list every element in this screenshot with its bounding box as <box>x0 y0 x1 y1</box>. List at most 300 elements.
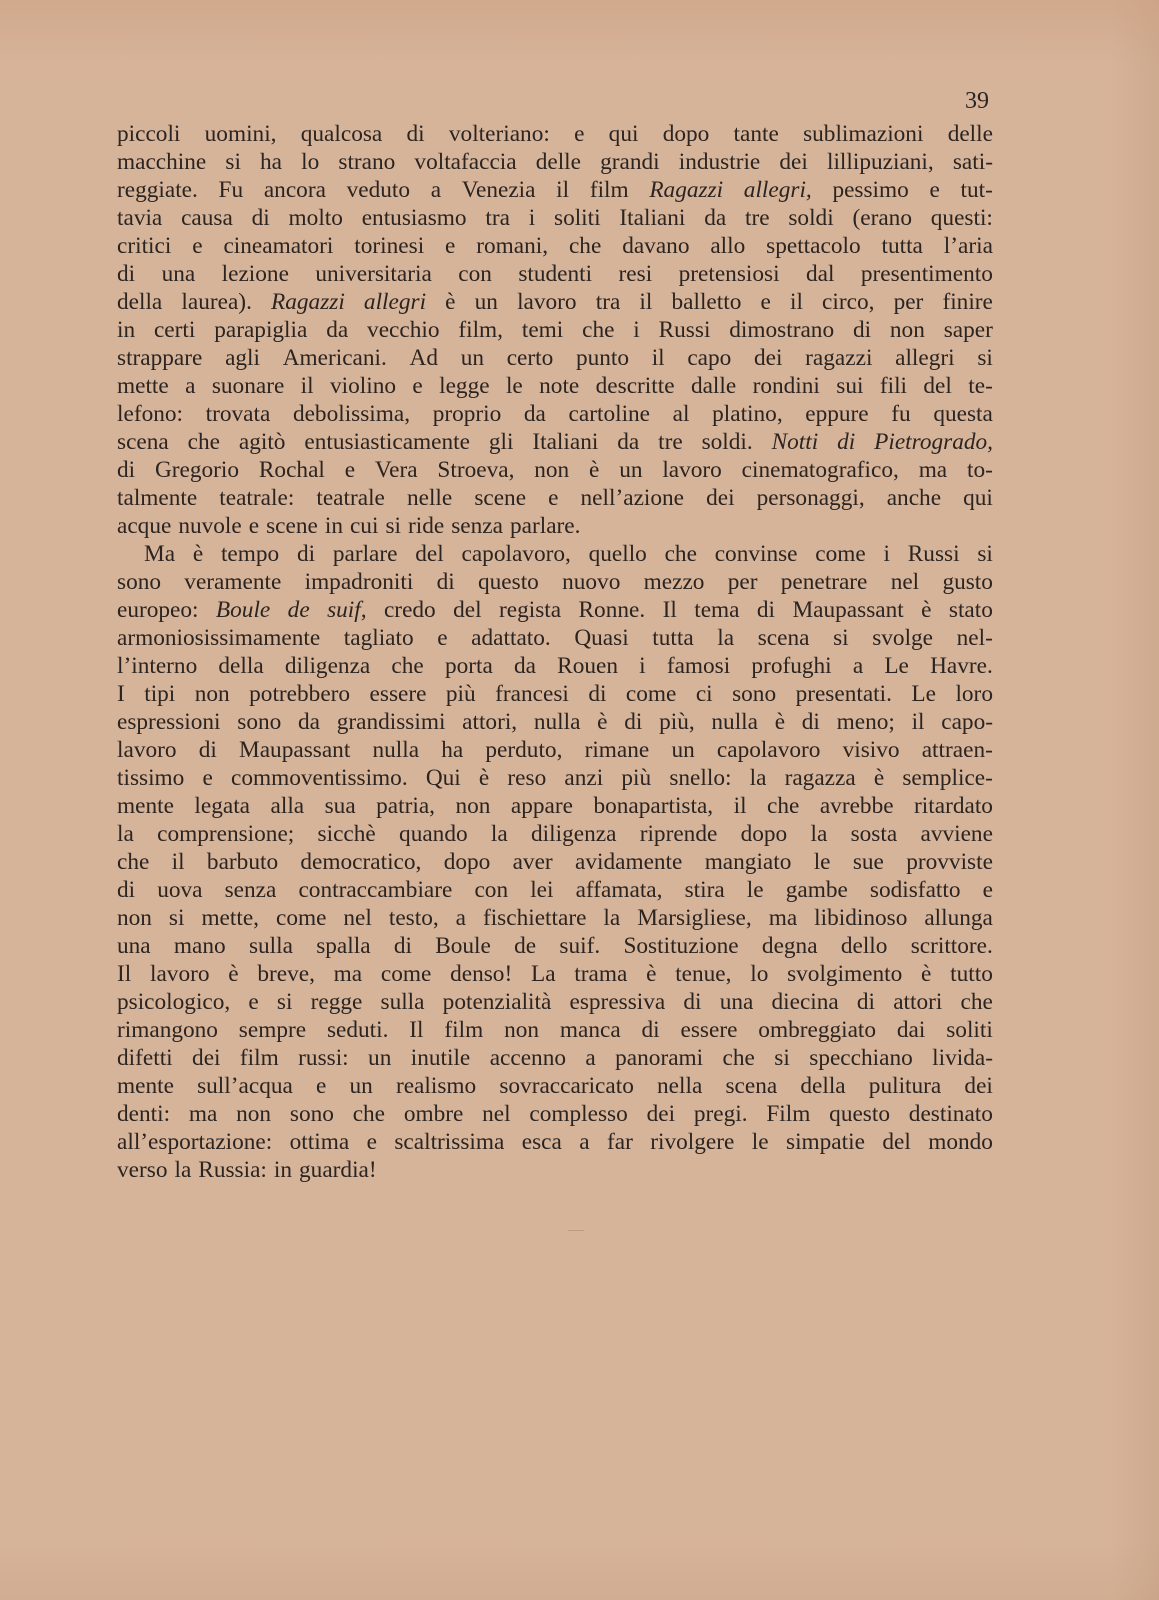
word: degna <box>761 933 818 959</box>
word: quello <box>588 541 647 567</box>
word: suonare <box>211 373 285 399</box>
word: che <box>352 1101 386 1127</box>
word: gusto <box>942 569 993 595</box>
word: di <box>117 261 136 287</box>
word: ma <box>188 1101 218 1127</box>
word: appare <box>510 793 573 819</box>
word: nel <box>890 569 920 595</box>
word: nulla <box>533 709 581 735</box>
word: visivo <box>842 737 900 763</box>
word: di <box>436 569 455 595</box>
word: le <box>746 877 764 903</box>
word: la <box>490 821 508 847</box>
text-line <box>117 624 993 652</box>
word: che <box>767 793 800 819</box>
word: spettacolo <box>766 233 861 259</box>
word: sempre <box>238 1017 307 1043</box>
word: snello: <box>669 765 732 791</box>
word: Fu <box>218 177 244 203</box>
word: che <box>664 541 697 567</box>
word: e <box>445 233 456 259</box>
word: le <box>751 1129 769 1155</box>
word: anzi <box>564 765 604 791</box>
word: con <box>474 877 509 903</box>
word: Venezia <box>461 177 536 203</box>
word: bonapartista, <box>593 793 714 819</box>
word: profughi <box>751 653 832 679</box>
word: strano <box>338 149 396 175</box>
word: acque <box>117 513 172 539</box>
word: macchine <box>117 149 207 175</box>
word: di <box>641 1017 660 1043</box>
word: grandi <box>600 149 660 175</box>
word: tutta <box>881 233 923 259</box>
word: lei <box>530 877 554 903</box>
word: avviene <box>920 821 993 847</box>
word: Ronne. <box>578 597 646 623</box>
word: avidamente <box>575 849 683 875</box>
word: di <box>393 933 412 959</box>
word: Il <box>662 597 677 623</box>
word: in <box>273 1157 293 1183</box>
word: sull’acqua <box>197 1073 293 1099</box>
word: punto <box>575 345 630 371</box>
word: dei <box>754 345 783 371</box>
word: commoventissimo. <box>230 765 408 791</box>
word: si <box>977 345 993 371</box>
word: più <box>621 765 652 791</box>
word: è <box>589 457 600 483</box>
word: si <box>276 989 293 1015</box>
word: e <box>316 1073 327 1099</box>
word: parlare. <box>509 513 581 539</box>
word: cinematografico, <box>741 457 899 483</box>
word: reso <box>507 765 547 791</box>
word: lavoro <box>662 457 722 483</box>
word: tre <box>658 429 683 455</box>
text-line <box>117 988 993 1016</box>
word: è <box>921 597 932 623</box>
word: allegri <box>895 345 955 371</box>
word: mente <box>117 793 174 819</box>
text-line <box>117 372 993 400</box>
word: note <box>539 373 580 399</box>
word: la <box>603 905 621 931</box>
word: pregi. <box>693 1101 748 1127</box>
word: di <box>801 709 820 735</box>
text-line <box>117 1072 993 1100</box>
word: scena <box>117 429 169 455</box>
word: to- <box>966 457 993 483</box>
text-line <box>117 344 993 372</box>
word: trovata <box>205 401 271 427</box>
word: questo <box>829 1101 890 1127</box>
word: lavoro <box>149 961 210 987</box>
word: teatrale <box>316 485 385 511</box>
word: Rouen <box>557 653 618 679</box>
word: che <box>117 849 150 875</box>
word: più <box>445 681 476 707</box>
word: Russi <box>907 541 960 567</box>
text-line <box>117 960 993 988</box>
word: capo <box>687 345 732 371</box>
word: non <box>889 317 925 343</box>
word: si <box>774 1045 790 1071</box>
text-line <box>117 288 993 316</box>
word: parlare <box>332 541 398 567</box>
word: sono <box>732 681 777 707</box>
word: meno; <box>836 709 895 735</box>
word: adattato. <box>471 625 551 651</box>
word: riprende <box>639 821 718 847</box>
word: diligenza <box>284 653 371 679</box>
word: cartoline <box>568 401 651 427</box>
word: regge <box>310 989 363 1015</box>
word: di <box>296 541 316 567</box>
word: è <box>228 961 239 987</box>
word: nel- <box>956 625 993 651</box>
word: non <box>236 1101 272 1127</box>
word: e <box>437 625 448 651</box>
word: si <box>977 541 993 567</box>
word: fu <box>891 401 911 427</box>
word: un <box>671 737 695 763</box>
text-line <box>117 120 993 148</box>
text-line <box>117 652 993 680</box>
word: un <box>349 1073 373 1099</box>
word: presentimento <box>860 261 993 287</box>
word: scena <box>757 625 810 651</box>
word: si <box>168 905 185 931</box>
text-line <box>117 876 993 904</box>
word: lo <box>750 961 769 987</box>
word: sati- <box>952 149 993 175</box>
word: svolge <box>872 625 934 651</box>
word: denso! <box>450 961 513 987</box>
word: romani, <box>476 233 549 259</box>
word: tempo <box>220 541 280 567</box>
word: dopo <box>662 121 710 147</box>
word: capolavoro, <box>461 541 571 567</box>
word: loro <box>955 681 993 707</box>
word: Vera <box>374 457 418 483</box>
word: mondo <box>928 1129 993 1155</box>
word: dei <box>646 1101 676 1127</box>
word: esca <box>521 1129 562 1155</box>
word: tutto <box>950 961 993 987</box>
word: porta <box>444 653 493 679</box>
word: come <box>625 681 677 707</box>
word: industrie <box>678 149 761 175</box>
word: torinesi <box>354 233 425 259</box>
word: in <box>324 513 343 539</box>
word: complesso <box>529 1101 628 1127</box>
word: dello <box>840 933 888 959</box>
word: comprensione; <box>157 821 295 847</box>
word: l’aria <box>943 233 993 259</box>
word: di <box>117 457 136 483</box>
word: Italiani <box>619 205 686 231</box>
word: legata <box>194 793 251 819</box>
word: lefono: <box>117 401 183 427</box>
word: dei <box>192 1045 221 1071</box>
word: specchiano <box>809 1045 913 1071</box>
body-text <box>117 120 993 1184</box>
word: ragazza <box>784 765 856 791</box>
word: è <box>921 961 932 987</box>
word: questo <box>478 569 539 595</box>
word: è <box>478 765 490 791</box>
word: di <box>624 709 643 735</box>
word: è <box>646 961 657 987</box>
word: per <box>893 289 924 315</box>
word: nell’azione <box>580 485 685 511</box>
word: che <box>960 989 993 1015</box>
word: da <box>523 401 546 427</box>
word: un <box>368 1045 392 1071</box>
word: dei <box>706 485 735 511</box>
word: Boule <box>215 597 271 623</box>
word: che <box>722 1045 755 1071</box>
text-line <box>117 568 993 596</box>
word: a <box>852 653 864 679</box>
word: piccoli <box>117 121 181 147</box>
word: sua <box>324 793 356 819</box>
text-line <box>117 204 993 232</box>
word: sosta <box>850 821 898 847</box>
word: potenzialità <box>442 989 552 1015</box>
word: della <box>117 289 163 315</box>
word: agli <box>225 345 260 371</box>
word: Maupassant <box>239 737 351 763</box>
word: il <box>171 849 185 875</box>
word: ma <box>918 457 948 483</box>
text-line <box>117 736 993 764</box>
word: capo- <box>941 709 993 735</box>
word: scaltrissima <box>394 1129 505 1155</box>
word: nella <box>657 1073 703 1099</box>
word: e <box>248 513 260 539</box>
word: al <box>672 401 690 427</box>
word: francesi <box>495 681 569 707</box>
word: nuovo <box>562 569 621 595</box>
word: svolgimento <box>787 961 903 987</box>
word: soliti <box>554 205 601 231</box>
word: del <box>453 597 482 623</box>
word: una <box>719 989 754 1015</box>
word: inutile <box>410 1045 471 1071</box>
word: che <box>568 233 602 259</box>
text-line <box>117 1128 993 1156</box>
word: sue <box>852 849 884 875</box>
word: film <box>589 177 629 203</box>
word: ma <box>333 961 363 987</box>
text-line <box>117 820 993 848</box>
word: dalle <box>690 373 737 399</box>
word: un <box>619 457 643 483</box>
word: lezione <box>221 261 289 287</box>
word: di <box>198 737 217 763</box>
word: Il <box>117 961 132 987</box>
word: da <box>326 317 349 343</box>
word: questi: <box>930 205 993 231</box>
word: nelle <box>406 485 453 511</box>
word: capolavoro <box>716 737 821 763</box>
word: come <box>815 541 866 567</box>
word: mette, <box>201 905 260 931</box>
word: circo, <box>822 289 875 315</box>
word: presentati. <box>795 681 892 707</box>
word: delle <box>947 121 993 147</box>
word: sulla <box>248 933 293 959</box>
word: legge <box>439 373 490 399</box>
word: impadroniti <box>304 569 414 595</box>
word: tre <box>744 205 770 231</box>
word: ritardato <box>914 793 993 819</box>
word: diligenza <box>531 821 617 847</box>
word: essere <box>369 681 427 707</box>
word: lo <box>301 149 320 175</box>
word: simpatie <box>786 1129 865 1155</box>
word: del <box>882 1129 911 1155</box>
word: critici <box>117 233 172 259</box>
word: da <box>617 429 640 455</box>
word: di <box>683 989 702 1015</box>
word: testo, <box>388 905 439 931</box>
word: debolissima, <box>292 401 411 427</box>
word: provviste <box>906 849 993 875</box>
word: suif. <box>559 933 601 959</box>
word: aver <box>512 849 553 875</box>
word: manca <box>559 1017 621 1043</box>
page-mark <box>568 1230 584 1231</box>
word: sovraccaricato <box>499 1073 634 1099</box>
word: vecchio <box>367 317 440 343</box>
word: allegri <box>363 289 427 315</box>
word: tavia <box>117 205 163 231</box>
word: credo <box>383 597 436 623</box>
word: Qui <box>425 765 461 791</box>
word: uomini, <box>204 121 277 147</box>
word: un <box>474 289 498 315</box>
word: contraccambiare <box>298 877 453 903</box>
word: ombreggiato <box>758 1017 877 1043</box>
word: temi <box>521 317 564 343</box>
word: del <box>923 373 952 399</box>
word: lavoro <box>117 737 177 763</box>
word: di <box>756 597 776 623</box>
word: espressioni <box>117 709 221 735</box>
word: trama <box>574 961 628 987</box>
word: pessimo <box>832 177 909 203</box>
word: mente <box>117 1073 174 1099</box>
text-line <box>117 680 993 708</box>
word: rivolgere <box>650 1129 735 1155</box>
word: una <box>161 261 196 287</box>
text-line <box>117 792 993 820</box>
word: veduto <box>346 177 411 203</box>
word: e <box>344 457 356 483</box>
word: attraen- <box>921 737 993 763</box>
word: scene <box>474 485 527 511</box>
word: senza <box>451 513 503 539</box>
word: sono <box>237 709 282 735</box>
word: di <box>856 989 876 1015</box>
word: tema <box>694 597 740 623</box>
word: verso <box>117 1157 168 1183</box>
word: l’interno <box>117 653 198 679</box>
word: famosi <box>666 653 731 679</box>
word: davano <box>622 233 690 259</box>
word: balletto <box>671 289 742 315</box>
word: i <box>528 205 536 231</box>
word: dai <box>896 1017 926 1043</box>
word: causa <box>181 205 233 231</box>
word: gambe <box>785 877 848 903</box>
word: descritte <box>595 373 675 399</box>
word: russi: <box>298 1045 349 1071</box>
word: sicchè <box>317 821 376 847</box>
word: e <box>192 233 203 259</box>
word: della <box>218 653 264 679</box>
word: ombre <box>403 1101 464 1127</box>
word: livida- <box>932 1045 993 1071</box>
word: scene <box>266 513 318 539</box>
word: semplice- <box>902 765 993 791</box>
word: è <box>445 289 456 315</box>
word: Film <box>766 1101 811 1127</box>
text-line <box>117 904 993 932</box>
word: più, <box>659 709 695 735</box>
word: seduti. <box>326 1017 389 1043</box>
word: Russi <box>658 317 711 343</box>
word: dimostrano <box>729 317 835 343</box>
word: soldi <box>788 205 834 231</box>
word: patria, <box>376 793 435 819</box>
word: il <box>733 793 747 819</box>
word: la <box>810 821 828 847</box>
word: accenno <box>489 1045 566 1071</box>
word: tipi <box>144 681 176 707</box>
word: qui <box>608 121 639 147</box>
text-line <box>117 456 993 484</box>
word: stato <box>948 597 993 623</box>
word: Le <box>911 681 936 707</box>
word: non <box>504 1017 540 1043</box>
word: Russia: <box>198 1157 267 1183</box>
word: a <box>455 905 466 931</box>
word: Rochal <box>258 457 325 483</box>
word: anche <box>886 485 942 511</box>
word: film <box>444 1017 484 1043</box>
word: Il <box>409 1017 424 1043</box>
word: e <box>412 373 423 399</box>
word: libidinoso <box>814 905 908 931</box>
word: di <box>837 429 856 455</box>
word: Notti <box>771 429 819 455</box>
word: si <box>225 149 241 175</box>
word: Italiani <box>532 429 599 455</box>
word: soldi. <box>701 429 753 455</box>
word: molto <box>288 205 343 231</box>
word: denti: <box>117 1101 171 1127</box>
word: a <box>185 373 196 399</box>
word: il <box>556 177 570 203</box>
text-line <box>117 428 993 456</box>
word: il <box>911 709 925 735</box>
text-line <box>117 484 993 512</box>
page-number: 39 <box>965 88 989 114</box>
